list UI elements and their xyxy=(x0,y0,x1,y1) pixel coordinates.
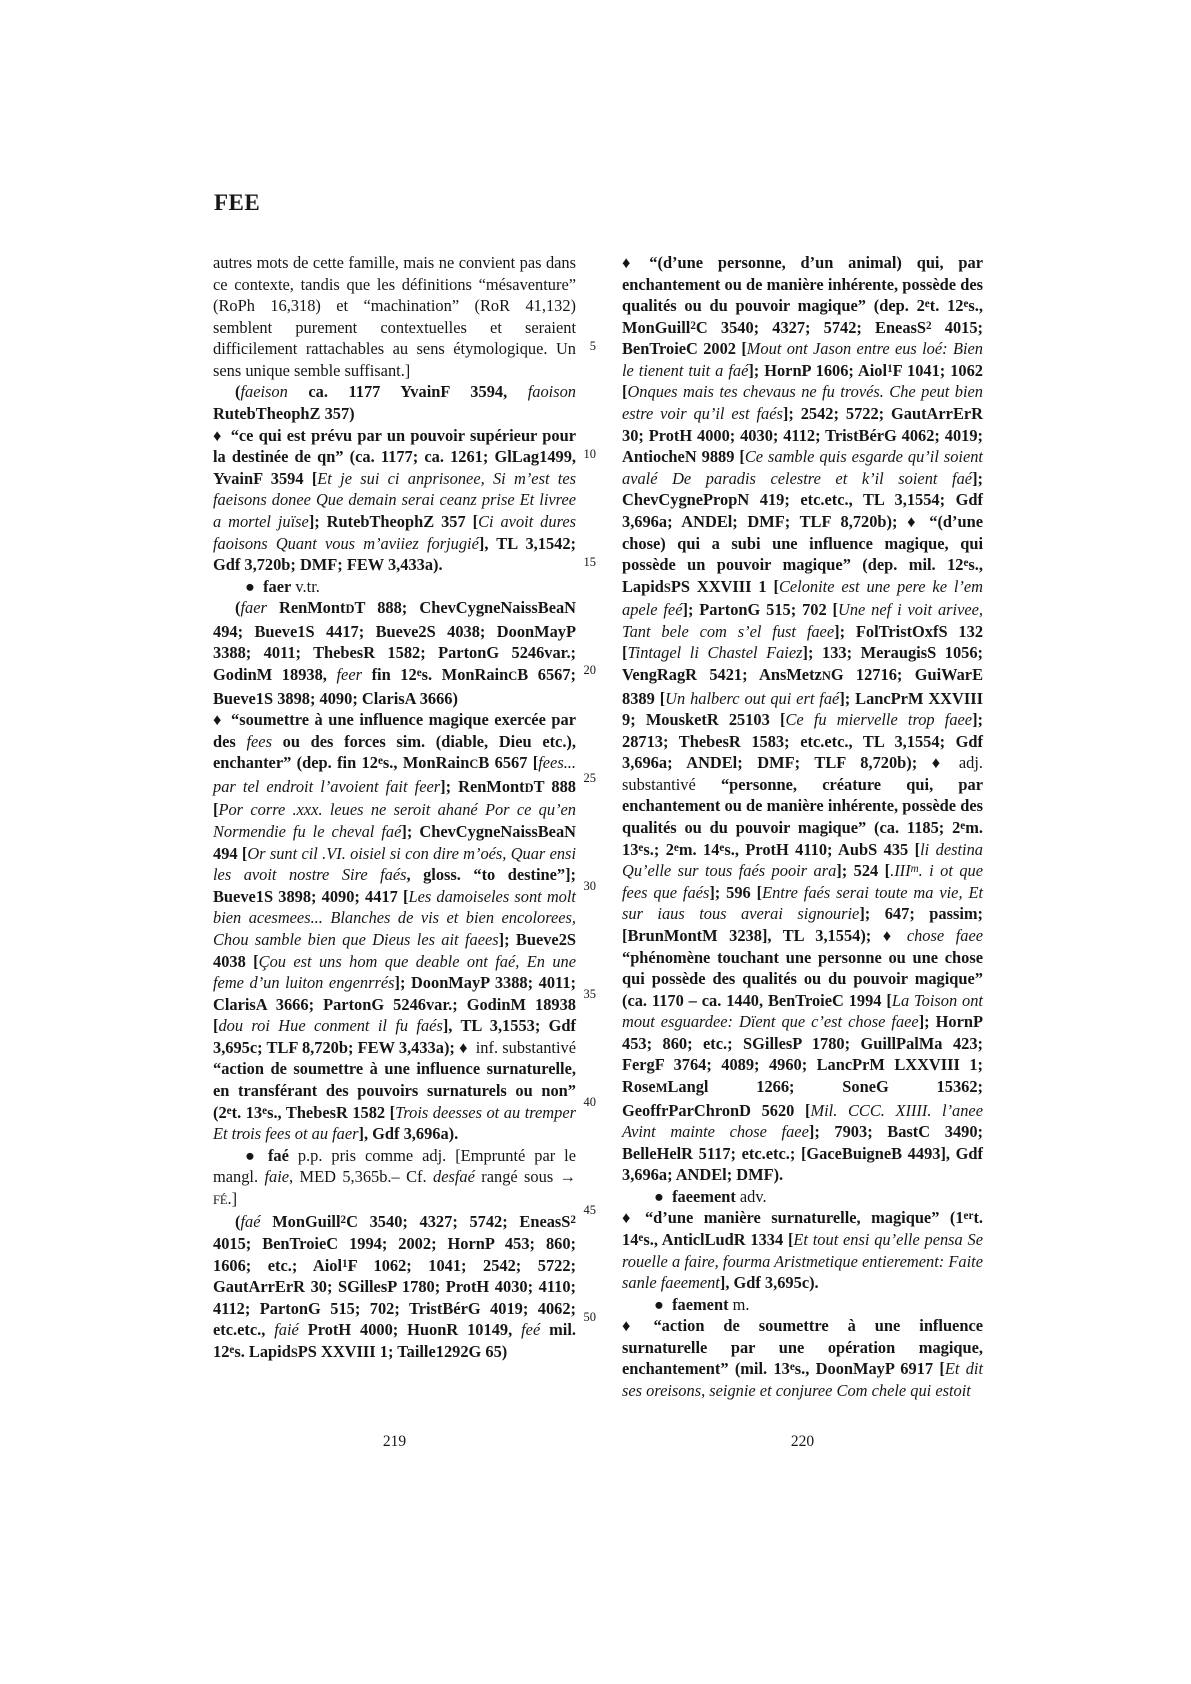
text-run: ( xyxy=(235,598,241,618)
text-run: e xyxy=(673,841,679,854)
text-run: chose faee xyxy=(906,925,983,945)
page-title: FEE xyxy=(214,190,261,215)
text-run: ♦ “ce qui est prévu par un pouvoir supérieur pour la destinée de qn” (ca. 1177; ca. 1261; GlLag1499, YvainF 3594 [ xyxy=(213,425,576,488)
text-run: adv. xyxy=(735,1186,767,1206)
paragraph xyxy=(213,252,576,381)
text-run: e xyxy=(416,666,422,679)
text-run: mil. 12 xyxy=(213,1320,576,1361)
text-run: S xyxy=(290,1345,298,1360)
paragraph xyxy=(622,1315,983,1401)
text-run: fees... par tel endroit l’avoient fait feer xyxy=(213,753,576,796)
text-run: D xyxy=(524,780,534,795)
text-run: ♦ “action de soumettre à une influence surnaturelle par une opération magique, enchantement” (mil. 13 xyxy=(622,1316,983,1379)
text-run: inf. substantivé xyxy=(475,1037,576,1057)
text-run: 1 xyxy=(342,1257,348,1270)
text-run: e xyxy=(963,297,969,310)
text-column-left xyxy=(213,252,576,1364)
text-run: s., AnticlLudR 1334 [ xyxy=(643,1230,794,1250)
text-run: 1 xyxy=(887,362,893,375)
text-run: dou roi Hue conment il fu faés xyxy=(218,1016,443,1036)
text-run: D xyxy=(345,602,355,617)
text-run: ]; 2542; 5722; GautArrErR 30; ProtH 4000; 4030; 4112; TristBérG 4062; 4019; AntiocheN 9889 [ xyxy=(622,404,983,467)
text-run: m. 14 xyxy=(678,839,720,859)
paragraph xyxy=(622,1294,983,1316)
text-run: ● faé xyxy=(245,1145,289,1165)
text-run: T 888; ChevCygneNaissBeaN 494; Bueve1S 4417; Bueve2S 4038; DoonMayP 3388; 4011; ThebesR 1582; PartonG 5246var.; GodinM 18938, xyxy=(213,598,576,684)
line-number: 45 xyxy=(583,1202,596,1217)
text-run: p.p. pris comme adj. [Emprunté par le mangl. xyxy=(213,1145,576,1187)
text-run: B 6567; Bueve1S 3898; 4090; ClarisA 3666) xyxy=(213,664,576,708)
text-run: ]; FolTristOxfS 132 [ xyxy=(622,621,984,663)
text-run: M xyxy=(655,1080,668,1095)
text-run: ♦ “soumettre à une influence magique exercée par des xyxy=(213,710,576,751)
text-run: ]; RutebTheophZ 357 [ xyxy=(308,511,479,531)
text-run: ], Gdf 3,696a). xyxy=(358,1124,459,1144)
text-run: e xyxy=(229,1343,235,1356)
text-run: Or sunt cil .VI. oisiel si con dire m’oés, Quar ensi les avoit nostre Sire faés xyxy=(213,843,576,885)
text-run: s., MonGuill xyxy=(622,296,983,337)
text-run: PS XXVIII 1 [ xyxy=(670,576,779,596)
text-run: Et je sui ci anprisonee, Si m’est tes faeisons donee Que demain serai ceanz prise Et livree a mortel juïse xyxy=(213,468,577,531)
text-run: Onques mais tes chevaus ne fu trovés. Che peut bien estre voir qu’il est faés xyxy=(622,382,983,424)
text-run: 4015; BenTroieC 1994; 2002; HornP 453; 860; 1606; etc.; Aiol xyxy=(213,1234,576,1275)
text-run: FÉ xyxy=(213,1192,228,1207)
text-run: ♦ “(d’une personne, d’un animal) qui, par enchantement ou de manière inhérente, possède des qualités ou du pouvoir magique” (dep. 2 xyxy=(622,253,983,316)
text-run: ]; HornP 1606; Aiol xyxy=(748,360,888,380)
text-run: e xyxy=(638,841,644,854)
text-run: ]; 596 [ xyxy=(709,882,763,902)
text-run: 2 xyxy=(926,319,932,332)
text-run: Langl 1266; SoneG 15362; GeoffrParChronD 5620 [ xyxy=(622,1076,983,1120)
text-run: ou des forces sim. (diable, Dieu etc.), enchanter” (dep. fin 12 xyxy=(213,731,576,773)
text-run: 4015; BenTroieC 2002 [ xyxy=(622,317,983,359)
text-run: e xyxy=(262,1104,268,1117)
text-run: Trois deesses ot au tremper Et trois fees ot au faer xyxy=(213,1102,576,1144)
text-run: Por corre .xxx. leues ne seroit ahané Por ce qu’en Normendie fu le cheval faé xyxy=(213,800,576,842)
text-run: Et tout ensi qu’elle pensa Se rouelle a faire, fourma Aristmetique entierement: Faite sanle faeement xyxy=(622,1230,984,1293)
paragraph xyxy=(622,1186,983,1208)
text-run: .III xyxy=(890,861,911,881)
text-column-right xyxy=(622,252,983,1402)
text-run: autres mots de cette famille, mais ne convient pas dans ce contexte, tandis que les définitions “mésaventure” (RoPh 16,318) et “machination” (RoR 41,132) semblent purement contextuelles et seraient difficilement rattachables au sens étymologique. Un sens unique semble suffisant.] xyxy=(213,253,576,380)
text-run: s.; 2 xyxy=(643,839,674,859)
line-number: 20 xyxy=(583,663,596,678)
paragraph xyxy=(622,252,983,1186)
text-run: B 6567 [ xyxy=(478,753,539,773)
text-run: er xyxy=(963,1210,974,1223)
text-run: fin 12 xyxy=(361,664,417,684)
text-run: C 3540; 4327; 5742; EneasS xyxy=(346,1212,571,1232)
text-run: ● faement xyxy=(654,1294,729,1314)
text-run: Ce fu miervelle trop faee xyxy=(785,710,973,730)
page-number-right: 220 xyxy=(790,1433,815,1450)
text-run: li destina Qu’elle sur tous faés pooir ara xyxy=(622,839,983,881)
text-run: ]; HornP 453; 860; etc.; SGillesP 1780; GuillPalMa 423; FergF 3764; 4089; 4960; LancPrM LXXVIII 1; Rose xyxy=(622,1012,983,1096)
text-run: feé xyxy=(521,1320,541,1340)
text-run: Ce samble quis esgarde qu’il soient avalé De paradis celestre et k’il soient faé xyxy=(622,447,983,488)
line-number: 10 xyxy=(583,447,596,462)
text-run: C xyxy=(469,757,479,772)
text-run: Entre faés serai toute ma vie, Et sur iaus tous averai signourie xyxy=(622,882,984,924)
text-run: ]; 524 [ xyxy=(836,861,891,881)
text-run: faé xyxy=(240,1212,261,1232)
text-run: faie xyxy=(264,1167,290,1187)
text-run: s., DoonMayP 6917 [ xyxy=(794,1359,945,1379)
text-run: C 3540; 4327; 5742; EneasS xyxy=(695,317,927,337)
paragraph xyxy=(622,1207,983,1293)
text-run: “phénomène touchant une personne ou une chose qui possède des qualités ou du pouvoir magique” (ca. 1170 – ca. 1440, BenTroieC 1994 [ xyxy=(622,947,983,1010)
text-run: e xyxy=(960,819,966,832)
text-run: F 1041; 1062 [ xyxy=(622,360,983,402)
text-run: ProtH 4000; HuonR 10149, xyxy=(298,1320,522,1340)
text-run: s. MonRain xyxy=(421,664,509,684)
text-run: Tintagel li Chastel Faiez xyxy=(627,643,803,663)
text-run: “personne, créature qui, par enchantement ou de manière inhérente, possède des qualités ou du pouvoir magique” (ca. 1185; 2 xyxy=(622,774,983,838)
text-run: fees xyxy=(246,731,272,751)
text-run: , gloss. “to destine”]; Bueve1S 3898; 4090; 4417 [ xyxy=(213,865,576,906)
text-run: faoison xyxy=(527,382,576,402)
paragraph xyxy=(213,597,576,709)
text-run: .] xyxy=(227,1188,238,1208)
line-number: 50 xyxy=(583,1310,596,1325)
paragraph xyxy=(213,576,576,598)
text-run: C xyxy=(508,668,518,683)
text-run: Ci avoit dures faoisons Quant vous m’aviiez forjugié xyxy=(213,511,576,553)
text-run: t. 13 xyxy=(231,1102,263,1122)
text-run: feer xyxy=(336,664,362,684)
text-run: Celonite est une pere ke l’em apele feé xyxy=(622,576,983,620)
text-run: ], TL 3,1542; Gdf 3,720b; DMF; FEW 3,433a). xyxy=(213,533,576,575)
line-number: 40 xyxy=(583,1094,596,1109)
text-run: e xyxy=(789,1361,795,1374)
text-run: e xyxy=(924,297,930,310)
text-run: , MED 5,365b.– Cf. xyxy=(289,1167,433,1187)
text-run: ca. 1177 YvainF 3594, xyxy=(287,382,528,402)
text-run: ], Gdf 3,695c). xyxy=(719,1273,819,1293)
line-number: 30 xyxy=(583,878,596,893)
text-run: e xyxy=(638,1231,644,1244)
page-number-left: 219 xyxy=(382,1433,407,1450)
text-run: v.tr. xyxy=(291,576,320,596)
paragraph xyxy=(213,709,576,1145)
text-run: m. xyxy=(728,1294,750,1314)
text-run: ● faeement xyxy=(654,1186,736,1206)
text-run: rangé sous → xyxy=(474,1167,576,1187)
text-run: Et dit ses oreisons, seignie et conjuree Com chele qui estoit xyxy=(622,1359,983,1401)
text-run: ]; ChevCygneNaissBeaN 494 [ xyxy=(213,822,576,863)
text-run: . i ot que fees que faés xyxy=(622,861,984,902)
paragraph xyxy=(213,381,576,424)
text-run: ]; 7903; BastC 3490; BelleHelR 5117; etc.etc.; [GaceBuigneB 4493], Gdf 3,696a; ANDEl; DMF). xyxy=(622,1122,983,1185)
text-run: s., ProtH 4110; AubS 435 [ xyxy=(724,839,921,859)
text-run: m. 13 xyxy=(622,818,983,859)
text-run: ♦ “d’une manière surnaturelle, magique” (1 xyxy=(622,1208,964,1228)
text-run: desfaé xyxy=(433,1167,475,1187)
text-run: 2 xyxy=(690,319,696,332)
text-run: faer xyxy=(240,598,267,618)
text-run: Mil. CCC. XIIII. l’anee Avint mainte chose faee xyxy=(622,1100,983,1142)
text-run: S xyxy=(663,580,671,595)
text-run: 2 xyxy=(340,1214,347,1227)
text-run: “action de soumettre à une influence surnaturelle, en transférant des pouvoirs surnaturels ou non” (2 xyxy=(213,1059,576,1122)
text-run: faeison xyxy=(240,382,288,402)
paragraph xyxy=(213,1211,576,1364)
text-run: adj. substantivé xyxy=(622,753,983,794)
text-run: s. Lapid xyxy=(234,1341,291,1361)
text-run: ( xyxy=(235,382,241,402)
text-run: faié xyxy=(274,1320,299,1340)
line-number: 15 xyxy=(583,555,596,570)
text-run: ● faer xyxy=(245,576,292,596)
text-run: G 12716; GuiWarE 8389 [ xyxy=(622,664,984,708)
paragraph xyxy=(213,1145,576,1212)
text-run: Un halberc out qui ert faé xyxy=(665,688,840,708)
text-run: MonGuill xyxy=(260,1212,341,1232)
text-run: s., MonRain xyxy=(382,753,470,773)
text-run: ]; PartonG 515; 702 [ xyxy=(682,600,838,620)
text-run: Une nef i voit arivee, Tant bele com s’el fust faee xyxy=(622,600,984,641)
text-run: s., ThebesR 1582 [ xyxy=(267,1102,396,1122)
text-run: ], TL 3,1553; Gdf 3,695c; TLF 8,720b; FEW 3,433a); ♦ xyxy=(213,1016,576,1057)
text-run: N xyxy=(821,668,831,683)
text-run: RenMont xyxy=(266,598,346,618)
text-run: m xyxy=(910,862,919,875)
text-run: Les damoiseles sont molt bien acesmees... Blanches de vis et bien encolorees, Chou samble bien que Dieus les ait faees xyxy=(213,886,576,949)
line-number: 35 xyxy=(583,986,596,1001)
text-run: ]; ChevCygnePropN 419; etc.etc., TL 3,1554; Gdf 3,696a; ANDEl; DMF; TLF 8,720b); ♦ “(d’une chose) qui a subi une influence magique, qui possède un pouvoir magique” (dep. mil. 12 xyxy=(622,468,983,575)
text-run: ]; 28713; ThebesR 1583; etc.etc., TL 3,1554; Gdf 3,696a; ANDEl; DMF; TLF 8,720b); ♦ xyxy=(622,710,983,773)
text-run: PS XXVIII 1; Taille1292G 65) xyxy=(297,1341,508,1361)
text-run: F 1062; 1041; 2542; 5722; GautArrErR 30; SGillesP 1780; ProtH 4030; 4110; 4112; PartonG 515; 702; TristBérG 4019; 4062; etc.etc., xyxy=(213,1255,576,1340)
text-run: s., Lapid xyxy=(622,555,983,596)
text-run: ]; RenMont xyxy=(440,776,525,796)
text-run: t. 14 xyxy=(622,1208,983,1250)
text-run: 2 xyxy=(570,1214,576,1227)
text-run: ]; LancPrM XXVIII 9; MousketR 25103 [ xyxy=(622,688,983,730)
text-run: e xyxy=(226,1104,232,1117)
text-run: T 888 [ xyxy=(213,776,576,820)
text-run: t. 12 xyxy=(929,296,964,316)
line-number: 5 xyxy=(589,339,596,354)
line-number: 25 xyxy=(583,770,596,785)
text-run: ]; 133; MeraugisS 1056; VengRagR 5421; AnsMetz xyxy=(622,643,983,684)
paragraph xyxy=(213,425,576,576)
text-run: ]; Bueve2S 4038 [ xyxy=(213,929,576,971)
text-run: ]; DoonMayP 3388; 4011; ClarisA 3666; PartonG 5246var.; GodinM 18938 [ xyxy=(213,973,576,1036)
text-run: ]; 647; passim; [BrunMontM 3238], TL 3,1554); ♦ xyxy=(622,904,983,945)
text-run: RutebTheophZ 357) xyxy=(213,404,355,424)
text-run: e xyxy=(719,841,725,854)
text-run: Çou est uns hom que deable ont faé, En une feme d’un luiton engenrrés xyxy=(213,951,576,993)
text-run: ( xyxy=(235,1212,241,1232)
text-run: La Toison ont mout esguardee: Dïent que c’est chose faee xyxy=(622,990,983,1032)
text-run: e xyxy=(377,755,383,768)
text-run: e xyxy=(963,556,969,569)
text-run: Mout ont Jason entre eus loé: Bien le tienent tuit a faé xyxy=(622,339,983,380)
